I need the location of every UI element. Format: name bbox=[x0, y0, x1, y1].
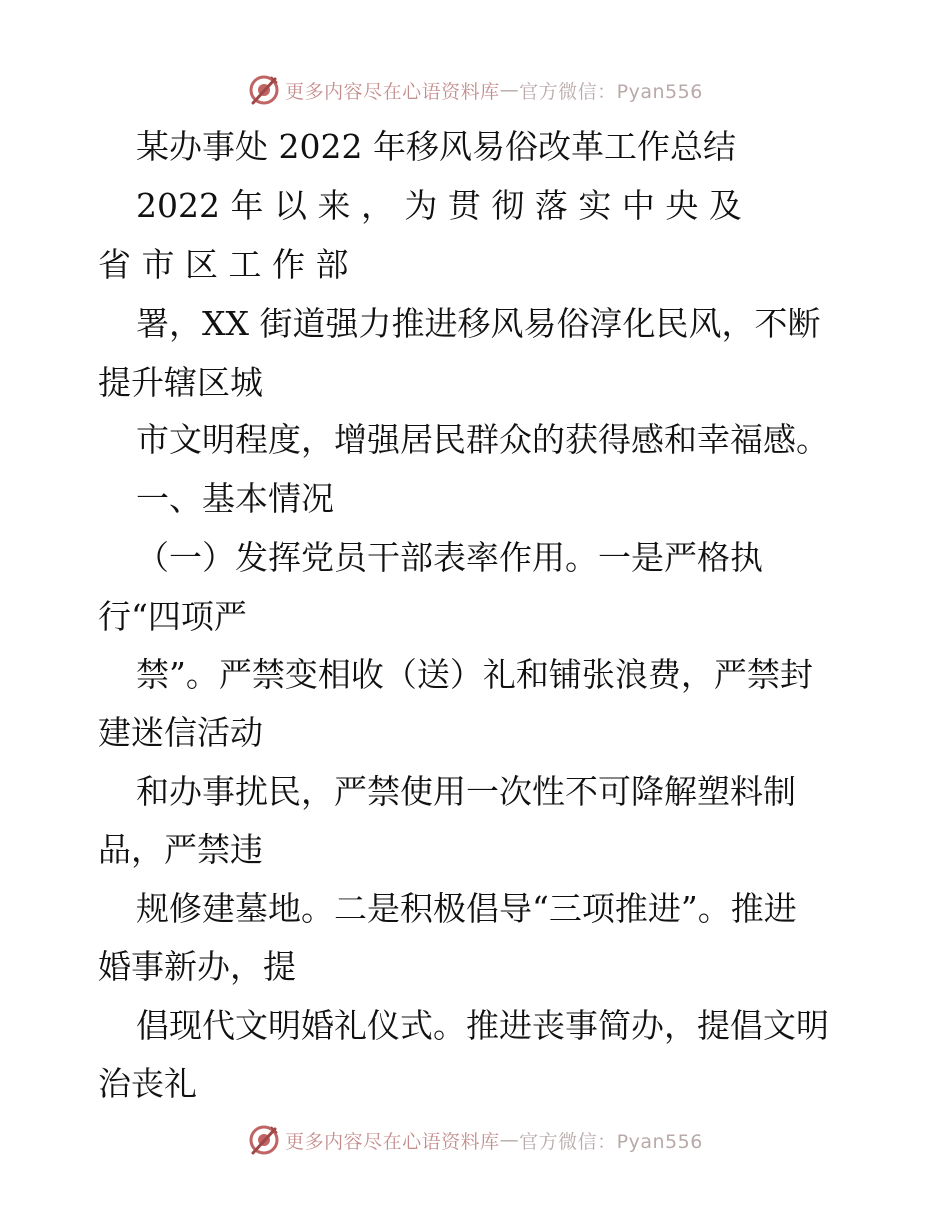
paragraph-line: （一）发挥党员干部表率作用。一是严格执 bbox=[136, 538, 763, 577]
watermark-contact-text: 官方微信：Pyan556 bbox=[519, 1130, 703, 1153]
section-heading: 一、基本情况 bbox=[136, 479, 334, 518]
paragraph-line: 规修建墓地。二是积极倡导“三项推进”。推进 bbox=[136, 889, 797, 928]
header-watermark bbox=[0, 70, 950, 110]
paragraph-line: 倡现代文明婚礼仪式。推进丧事简办，提倡文明 bbox=[136, 1006, 829, 1045]
watermark-brand-text: 更多内容尽在心语资料库 bbox=[285, 1130, 500, 1153]
watermark-separator: — bbox=[499, 79, 520, 101]
paragraph-line: 行“四项严 bbox=[98, 597, 247, 636]
paragraph-line: 2022 年 以 来 ， 为 贯 彻 落 实 中 央 及 bbox=[136, 186, 742, 225]
watermark-brand-text: 更多内容尽在心语资料库 bbox=[285, 80, 500, 103]
paragraph-line: 建迷信活动 bbox=[98, 713, 263, 752]
paragraph-line: 婚事新办，提 bbox=[98, 947, 296, 986]
paragraph-line: 署，XX 街道强力推进移风易俗淳化民风，不断 bbox=[136, 304, 821, 343]
paragraph-line: 和办事扰民，严禁使用一次性不可降解塑料制 bbox=[136, 772, 796, 811]
watermark-contact-text: 官方微信：Pyan556 bbox=[519, 80, 703, 103]
paragraph-line: 治丧礼 bbox=[98, 1064, 197, 1103]
pen-logo-icon bbox=[247, 73, 281, 107]
pen-logo-icon bbox=[247, 1123, 281, 1157]
footer-watermark bbox=[0, 1120, 950, 1160]
paragraph-line: 品，严禁违 bbox=[98, 830, 263, 869]
paragraph-line: 市文明程度，增强居民群众的获得感和幸福感。 bbox=[136, 420, 829, 459]
watermark-separator: — bbox=[499, 1129, 520, 1151]
paragraph-line: 省 市 区 工 作 部 bbox=[98, 245, 349, 284]
paragraph-line: 提升辖区城 bbox=[98, 363, 263, 402]
paragraph-line: 禁”。严禁变相收（送）礼和铺张浪费，严禁封 bbox=[136, 655, 813, 694]
document-title: 某办事处 2022 年移风易俗改革工作总结 bbox=[136, 127, 736, 166]
